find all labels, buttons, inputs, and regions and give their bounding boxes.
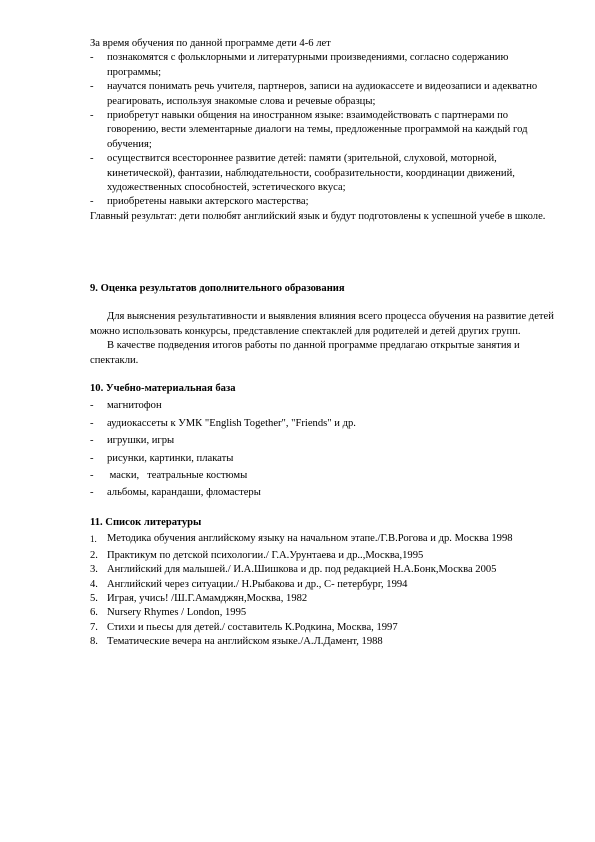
literature-item-3 (90, 563, 560, 577)
literature-text: Английский для малышей./ И.А.Шишкова и др. под редакцией Н.А.Бонк,Москва 2005 (107, 564, 497, 576)
dash-marker: - (90, 487, 94, 499)
literature-item-4 (90, 578, 560, 592)
literature-item-1 (90, 532, 560, 546)
outcomes-section (90, 37, 560, 224)
dash-marker: - (90, 153, 94, 165)
literature-text: Тематические вечера на английском языке./А.Л.Дамент, 1988 (107, 636, 383, 648)
dash-marker: - (90, 435, 94, 447)
literature-item-6 (90, 606, 560, 620)
material-item-3 (90, 434, 560, 451)
material-text: маски, театральные костюмы (107, 469, 248, 481)
literature-text: Методика обучения английскому языку на начальном этапе./Г.В.Рогова и др. Москва 1998 (107, 533, 513, 545)
dash-marker: - (90, 81, 94, 93)
outcome-item-5 (90, 195, 560, 209)
literature-text: Практикум по детской психологии./ Г.А.Урунтаева и др..,Москва,1995 (107, 549, 424, 561)
material-item-5 (90, 469, 560, 486)
materials-heading: 10. Учебно-материальная база (90, 383, 236, 394)
dash-marker: - (90, 469, 94, 481)
dash-marker: - (90, 400, 94, 412)
outcome-item-1 (90, 51, 560, 80)
outcome-item-4 (90, 152, 560, 195)
outcome-text: познакомятся с фольклорными и литературными произведениями, согласно содержанию программы; (107, 52, 509, 78)
item-number: 6. (90, 607, 98, 619)
literature-text: Играя, учись! /Ш.Г.Амамджян,Москва, 1982 (107, 593, 308, 605)
item-number: 1. (90, 534, 97, 545)
evaluation-paragraph-1: Для выяснения результативности и выявления влияния всего процесса обучения на развитие детей можно использовать конкурсы, представление спектаклей для родителей и детей других групп. (90, 311, 554, 337)
literature-text: Стихи и пьесы для детей./ составитель К.Родкина, Москва, 1997 (107, 621, 398, 633)
main-result: Главный результат: дети полюбят английский язык и будут подготовлены к успешной учебе в школе. (90, 210, 546, 222)
literature-item-8 (90, 635, 560, 649)
item-number: 3. (90, 564, 98, 576)
evaluation-heading: 9. Оценка результатов дополнительного образования (90, 283, 345, 294)
material-text: альбомы, карандаши, фломастеры (107, 487, 261, 499)
outcomes-intro: За время обучения по данной программе дети 4-6 лет (90, 38, 331, 49)
item-number: 7. (90, 621, 98, 633)
dash-marker: - (90, 110, 94, 122)
outcome-text: приобретены навыки актерского мастерства; (107, 196, 309, 208)
dash-marker: - (90, 196, 94, 208)
dash-marker: - (90, 417, 94, 429)
outcome-text: осуществится всестороннее развитие детей: памяти (зрительной, слуховой, моторной, кинетической), фантазии, наблюдательности, сообразительности, координации движений, художественных способностей, эстетического вкуса; (107, 153, 515, 194)
evaluation-paragraph-2: В качестве подведения итогов работы по данной программе предлагаю открытые занятия и спектакли. (90, 340, 520, 366)
literature-heading: 11. Список литературы (90, 517, 202, 528)
item-number: 4. (90, 578, 98, 590)
literature-text: Nursery Rhymes / London, 1995 (107, 607, 247, 619)
material-text: аудиокассеты к УМК "English Together", "Friends" и др. (107, 417, 356, 429)
item-number: 2. (90, 549, 98, 561)
literature-section (90, 516, 560, 650)
outcome-text: приобретут навыки общения на иностранном языке: взаимодействовать с партнерами по говорению, вести элементарные диалоги на темы, предложенные программой на каждый год обучения; (107, 110, 528, 150)
literature-text: Английский через ситуации./ Н.Рыбакова и др., С- петербург, 1994 (107, 578, 408, 590)
evaluation-section (90, 282, 560, 368)
outcome-text: научатся понимать речь учителя, партнеров, записи на аудиокассете и видеозаписи и адекватно реагировать, используя знакомые слова и речевые образцы; (107, 81, 538, 107)
dash-marker: - (90, 52, 94, 64)
materials-section (90, 382, 560, 504)
material-item-6 (90, 486, 560, 503)
dash-marker: - (90, 452, 94, 464)
material-item-2 (90, 417, 560, 434)
material-text: магнитофон (107, 400, 162, 412)
material-text: игрушки, игры (107, 435, 175, 447)
item-number: 5. (90, 593, 98, 605)
material-item-1 (90, 399, 560, 416)
outcome-item-3 (90, 109, 560, 152)
literature-item-2 (90, 549, 560, 563)
literature-item-5 (90, 592, 560, 606)
literature-item-7 (90, 621, 560, 635)
outcome-item-2 (90, 80, 560, 109)
item-number: 8. (90, 636, 98, 648)
material-item-4 (90, 452, 560, 469)
material-text: рисунки, картинки, плакаты (107, 452, 234, 464)
